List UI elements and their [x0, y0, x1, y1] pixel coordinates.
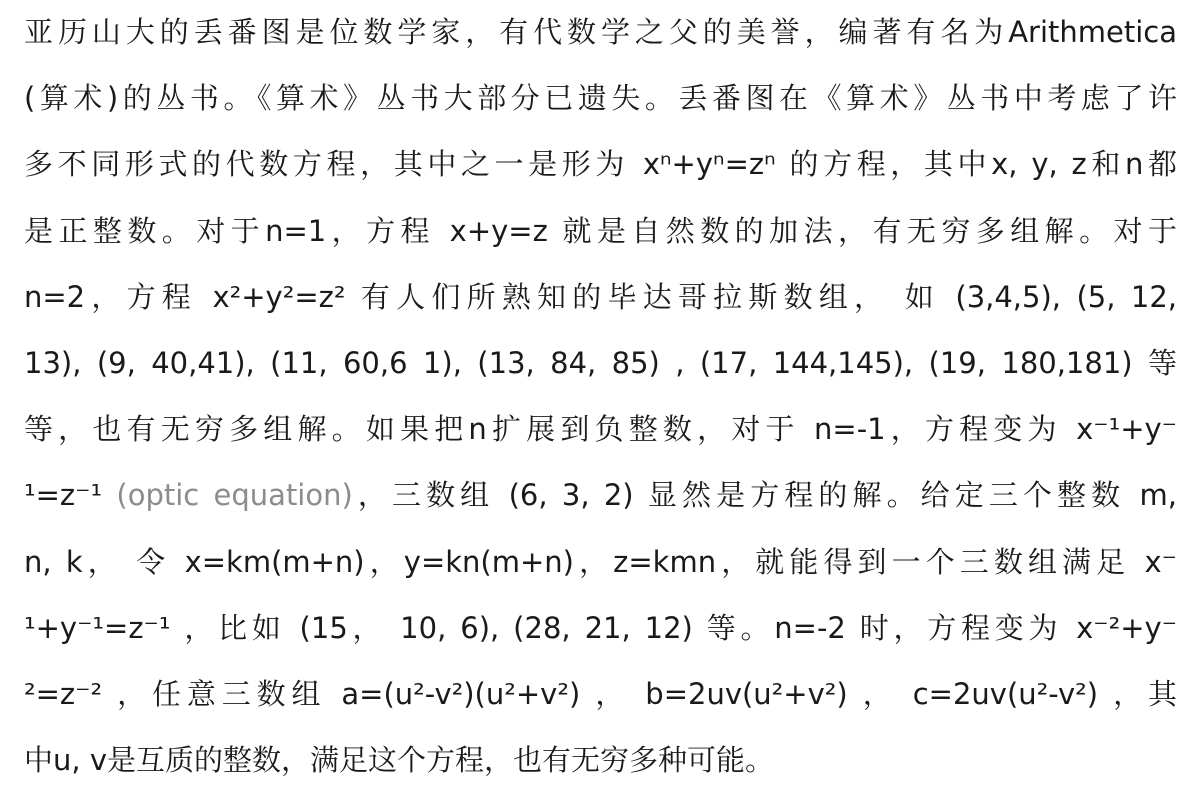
- paragraph-line: 是正整数。对于n=1，方程 x+y=z 就是自然数的加法，有无穷多组解。对于: [24, 213, 1177, 248]
- paragraph-line: 亚历山大的丢番图是位数学家，有代数学之父的美誉，编著有名为Arithmetica: [24, 15, 1177, 49]
- paragraph-line: 等，也有无穷多组解。如果把n扩展到负整数，对于 n=-1，方程变为 x⁻¹+y⁻: [24, 412, 1177, 447]
- paragraph-line: ²=z⁻² ，任意三数组 a=(u²-v²)(u²+v²) ， b=2uv(u²+v²) ， c=2uv(u²-v²) ，其: [24, 676, 1177, 711]
- paragraph-line-last: 中u, v是互质的整数，满足这个方程，也有无穷多种可能。: [24, 743, 774, 778]
- paragraph-line: n, k， 令 x=km(m+n)，y=kn(m+n)，z=kmn，就能得到一个三数组满足 x⁻: [24, 544, 1177, 579]
- paragraph-line: ¹+y⁻¹=z⁻¹ ，比如 (15， 10, 6), (28, 21, 12) 等。n=-2 时，方程变为 x⁻²+y⁻: [24, 610, 1177, 645]
- optic-equation-term: (optic equation): [116, 478, 353, 513]
- paragraph-line: n=2，方程 x²+y²=z² 有人们所熟知的毕达哥拉斯数组， 如 (3,4,5), (5, 12,: [24, 279, 1177, 314]
- paragraph-line: (算术)的丛书。《算术》丛书大部分已遗失。丢番图在《算术》丛书中考虑了许: [24, 81, 1177, 116]
- paragraph-line: [24, 467, 1177, 533]
- paragraph-line: 13), (9, 40,41), (11, 60,6 1), (13, 84, 85) , (17, 144,145), (19, 180,181) 等: [24, 345, 1177, 380]
- paragraph-line: 多不同形式的代数方程，其中之一是形为 xⁿ+yⁿ=zⁿ 的方程，其中x, y, z和n都: [24, 147, 1177, 182]
- line-continuation: ，三数组 (6, 3, 2) 显然是方程的解。给定三个整数 m,: [352, 478, 1177, 513]
- equation-fragment: ¹=z⁻¹: [24, 478, 117, 513]
